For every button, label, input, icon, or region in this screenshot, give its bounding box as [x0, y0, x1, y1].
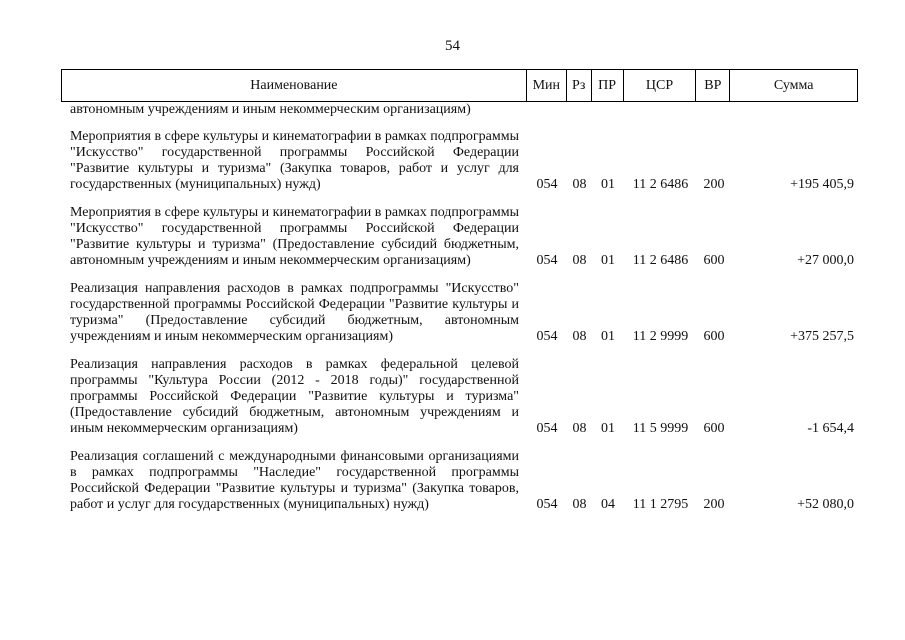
row-name: Реализация направления расходов в рамках федеральной целевой программы "Культура России (2012 - 2018 годы)" государственной программы Российской Федерации "Развитие культуры и туризма" (Предоставление субсидий бюджетным, автономным учреждениям и иным некоммерческим организациям) [70, 357, 519, 436]
header-rz: Рз [567, 70, 592, 101]
pr-cell: 01 [601, 253, 615, 268]
rz-cell: 08 [572, 177, 587, 192]
page-number: 54 [445, 38, 460, 54]
rz-cell: 08 [572, 497, 587, 512]
vr-cell: 200 [703, 497, 725, 512]
header-csr: ЦСР [624, 70, 697, 101]
min-cell: 054 [536, 497, 558, 512]
sum-cell: +52 080,0 [797, 497, 854, 512]
row-name: Мероприятия в сфере культуры и кинематографии в рамках подпрограммы "Искусство" государственной программы Российской Федерации "Развитие культуры и туризма" (Предоставление субсидий бюджетным, автономным учреждениям и иным некоммерческим организациям) [70, 205, 519, 268]
table-row [61, 129, 858, 193]
row-name: Реализация соглашений с международными финансовыми организациями в рамках подпрограммы "Наследие" государственной программы Российской Федерации "Развитие культуры и туризма" (Закупка товаров, работ и услуг для государственных (муниципальных) нужд) [70, 449, 519, 512]
pr-cell: 01 [601, 329, 615, 344]
sum-cell: -1 654,4 [807, 421, 854, 436]
header-sum: Сумма [773, 77, 814, 93]
vr-cell: 600 [703, 421, 725, 436]
table-row [61, 205, 858, 269]
continuation-row [61, 102, 858, 118]
table-header [61, 69, 858, 102]
rz-cell: 08 [572, 253, 587, 268]
sum-cell: +27 000,0 [797, 253, 854, 268]
csr-cell: 11 2 6486 [632, 253, 689, 268]
pr-cell: 01 [601, 421, 615, 436]
vr-cell: 600 [703, 253, 725, 268]
sum-cell: +195 405,9 [790, 177, 854, 192]
csr-cell: 11 5 9999 [632, 421, 689, 436]
rz-cell: 08 [572, 421, 587, 436]
header-vr: ВР [696, 70, 730, 101]
rz-cell: 08 [572, 329, 587, 344]
min-cell: 054 [536, 177, 558, 192]
header-min: Мин [527, 70, 567, 101]
table-row [61, 281, 858, 345]
table-row [61, 449, 858, 513]
min-cell: 054 [536, 421, 558, 436]
pr-cell: 04 [601, 497, 615, 512]
row-name: Мероприятия в сфере культуры и кинематографии в рамках подпрограммы "Искусство" государственной программы Российской Федерации "Развитие культуры и туризма" (Закупка товаров, работ и услуг для государственных (муниципальных) нужд) [70, 129, 519, 192]
min-cell: 054 [536, 253, 558, 268]
pr-cell: 01 [601, 177, 615, 192]
csr-cell: 11 2 9999 [632, 329, 689, 344]
vr-cell: 200 [703, 177, 725, 192]
table-body [61, 129, 858, 513]
row-name: Реализация направления расходов в рамках подпрограммы "Искусство" государственной программы Российской Федерации "Развитие культуры и туризма" (Предоставление субсидий бюджетным, автономным учреждениям и иным некоммерческим организациям) [70, 281, 519, 344]
vr-cell: 600 [703, 329, 725, 344]
table-row [61, 357, 858, 437]
continuation-text: автономным учреждениям и иным некоммерческим организациям) [70, 102, 471, 117]
sum-cell: +375 257,5 [790, 329, 854, 344]
budget-table [61, 69, 858, 525]
csr-cell: 11 1 2795 [632, 497, 689, 512]
min-cell: 054 [536, 329, 558, 344]
header-pr: ПР [592, 70, 624, 101]
header-name: Наименование [62, 70, 527, 101]
csr-cell: 11 2 6486 [632, 177, 689, 192]
